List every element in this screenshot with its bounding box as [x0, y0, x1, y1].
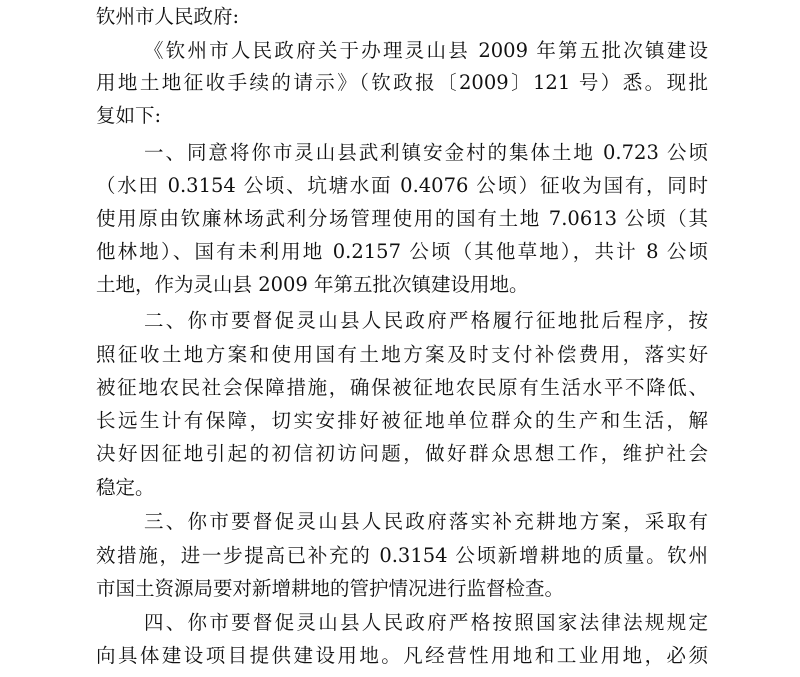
text-line: 四、你市要督促灵山县人民政府严格按照国家法律法规规定 — [144, 611, 708, 634]
text-line: 复如下: — [96, 104, 162, 127]
text-line: （水田 0.3154 公顷、坑塘水面 0.4076 公顷）征收为国有，同时 — [96, 174, 708, 197]
text-line: 决好因征地引起的初信初访问题，做好群众思想工作，维护社会 — [96, 442, 708, 465]
text-line: 《钦州市人民政府关于办理灵山县 2009 年第五批次镇建设 — [144, 39, 708, 62]
text-line: 三、你市要督促灵山县人民政府落实补充耕地方案，采取有 — [144, 510, 708, 533]
text-line: 照征收土地方案和使用国有土地方案及时支付补偿费用，落实好 — [96, 343, 708, 366]
text-line: 用地土地征收手续的请示》（钦政报〔2009〕121 号）悉。现批 — [96, 71, 708, 94]
text-line: 长远生计有保障，切实安排好被征地单位群众的生产和生活，解 — [96, 409, 708, 432]
text-line: 土地，作为灵山县 2009 年第五批次镇建设用地。 — [96, 273, 529, 296]
text-line: 使用原由钦廉林场武利分场管理使用的国有土地 7.0613 公顷（其 — [96, 207, 708, 230]
text-line: 效措施，进一步提高已补充的 0.3154 公顷新增耕地的质量。钦州 — [96, 544, 708, 567]
text-line: 一、同意将你市灵山县武利镇安金村的集体土地 0.723 公顷 — [144, 141, 708, 164]
text-line: 稳定。 — [96, 476, 155, 499]
text-line: 二、你市要督促灵山县人民政府严格履行征地批后程序，按 — [144, 309, 708, 332]
text-line: 被征地农民社会保障措施，确保被征地农民原有生活水平不降低、 — [96, 376, 708, 399]
text-line: 市国土资源局要对新增耕地的管护情况进行监督检查。 — [96, 577, 565, 600]
text-line: 向具体建设项目提供建设用地。凡经营性用地和工业用地，必须 — [96, 644, 708, 667]
text-line: 他林地）、国有未利用地 0.2157 公顷（其他草地），共计 8 公顷 — [96, 240, 708, 263]
addressee: 钦州市人民政府: — [96, 5, 240, 28]
